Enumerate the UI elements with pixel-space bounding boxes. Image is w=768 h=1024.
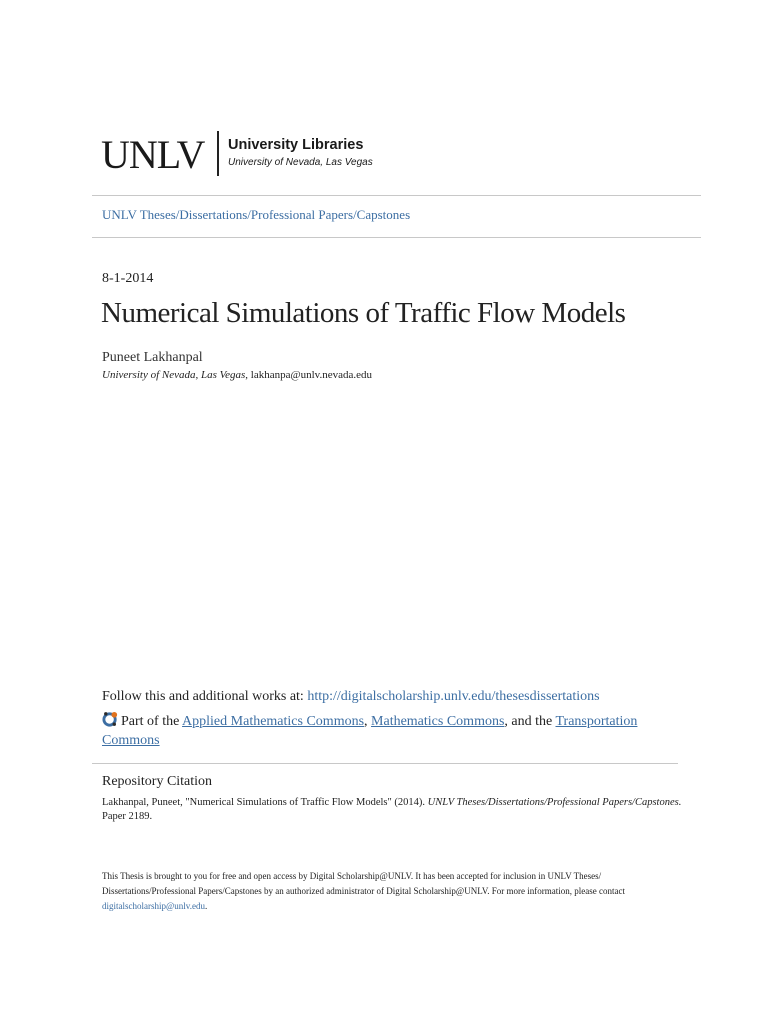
citation-end: Paper 2189.	[102, 811, 153, 822]
divider-top	[92, 195, 701, 196]
follow-label: Follow this and additional works at:	[102, 689, 308, 704]
network-icon	[102, 711, 119, 728]
document-title: Numerical Simulations of Traffic Flow Models	[101, 297, 626, 329]
repository-citation-text	[102, 796, 682, 824]
logo-divider	[217, 131, 219, 176]
part-of-sep2: , and the	[504, 714, 556, 729]
contact-email-link[interactable]: digitalscholarship@unlv.edu	[102, 901, 205, 911]
applied-math-commons-link[interactable]: Applied Mathematics Commons	[182, 714, 365, 729]
publication-date: 8-1-2014	[102, 271, 154, 286]
divider-citation	[92, 763, 678, 764]
affiliation-name: University of Nevada, Las Vegas	[102, 369, 246, 381]
follow-line	[102, 689, 600, 705]
part-of-line	[102, 711, 662, 750]
author-email: lakhanpa@unlv.nevada.edu	[250, 369, 373, 381]
access-notice	[102, 869, 672, 914]
unlv-logo-wordmark: UNLV	[101, 132, 205, 177]
series-link[interactable]: UNLV Theses/Dissertations/Professional Papers/Capstones	[102, 207, 411, 222]
divider-series	[92, 237, 701, 238]
mathematics-commons-link[interactable]: Mathematics Commons	[371, 714, 505, 729]
logo-title: University Libraries	[228, 137, 364, 153]
follow-url-link[interactable]: http://digitalscholarship.unlv.edu/thesesdissertations	[307, 689, 600, 704]
citation-series: UNLV Theses/Dissertations/Professional Papers/Capstones.	[427, 797, 682, 808]
access-notice-end: .	[204, 901, 208, 911]
access-notice-text: This Thesis is brought to you for free and open access by Digital Scholarship@UNLV. It has been accepted for inclusion in UNLV Theses/ Dissertations/Professional Papers/Capstones by an authorized administrator of Digital Scholarship@UNLV. For more information, please contact	[102, 871, 625, 896]
part-of-sep1: ,	[364, 714, 372, 729]
transportation-commons-link[interactable]: Transportation Commons	[102, 714, 638, 748]
repository-citation-heading: Repository Citation	[102, 774, 213, 789]
author-name: Puneet Lakhanpal	[102, 350, 203, 365]
citation-plain: Lakhanpal, Puneet, "Numerical Simulations of Traffic Flow Models" (2014).	[102, 797, 428, 808]
logo-subtitle: University of Nevada, Las Vegas	[228, 157, 373, 168]
part-of-prefix: Part of the	[121, 714, 183, 729]
author-affiliation: University of Nevada, Las Vegas, lakhanpa@unlv.nevada.edu	[102, 369, 373, 381]
